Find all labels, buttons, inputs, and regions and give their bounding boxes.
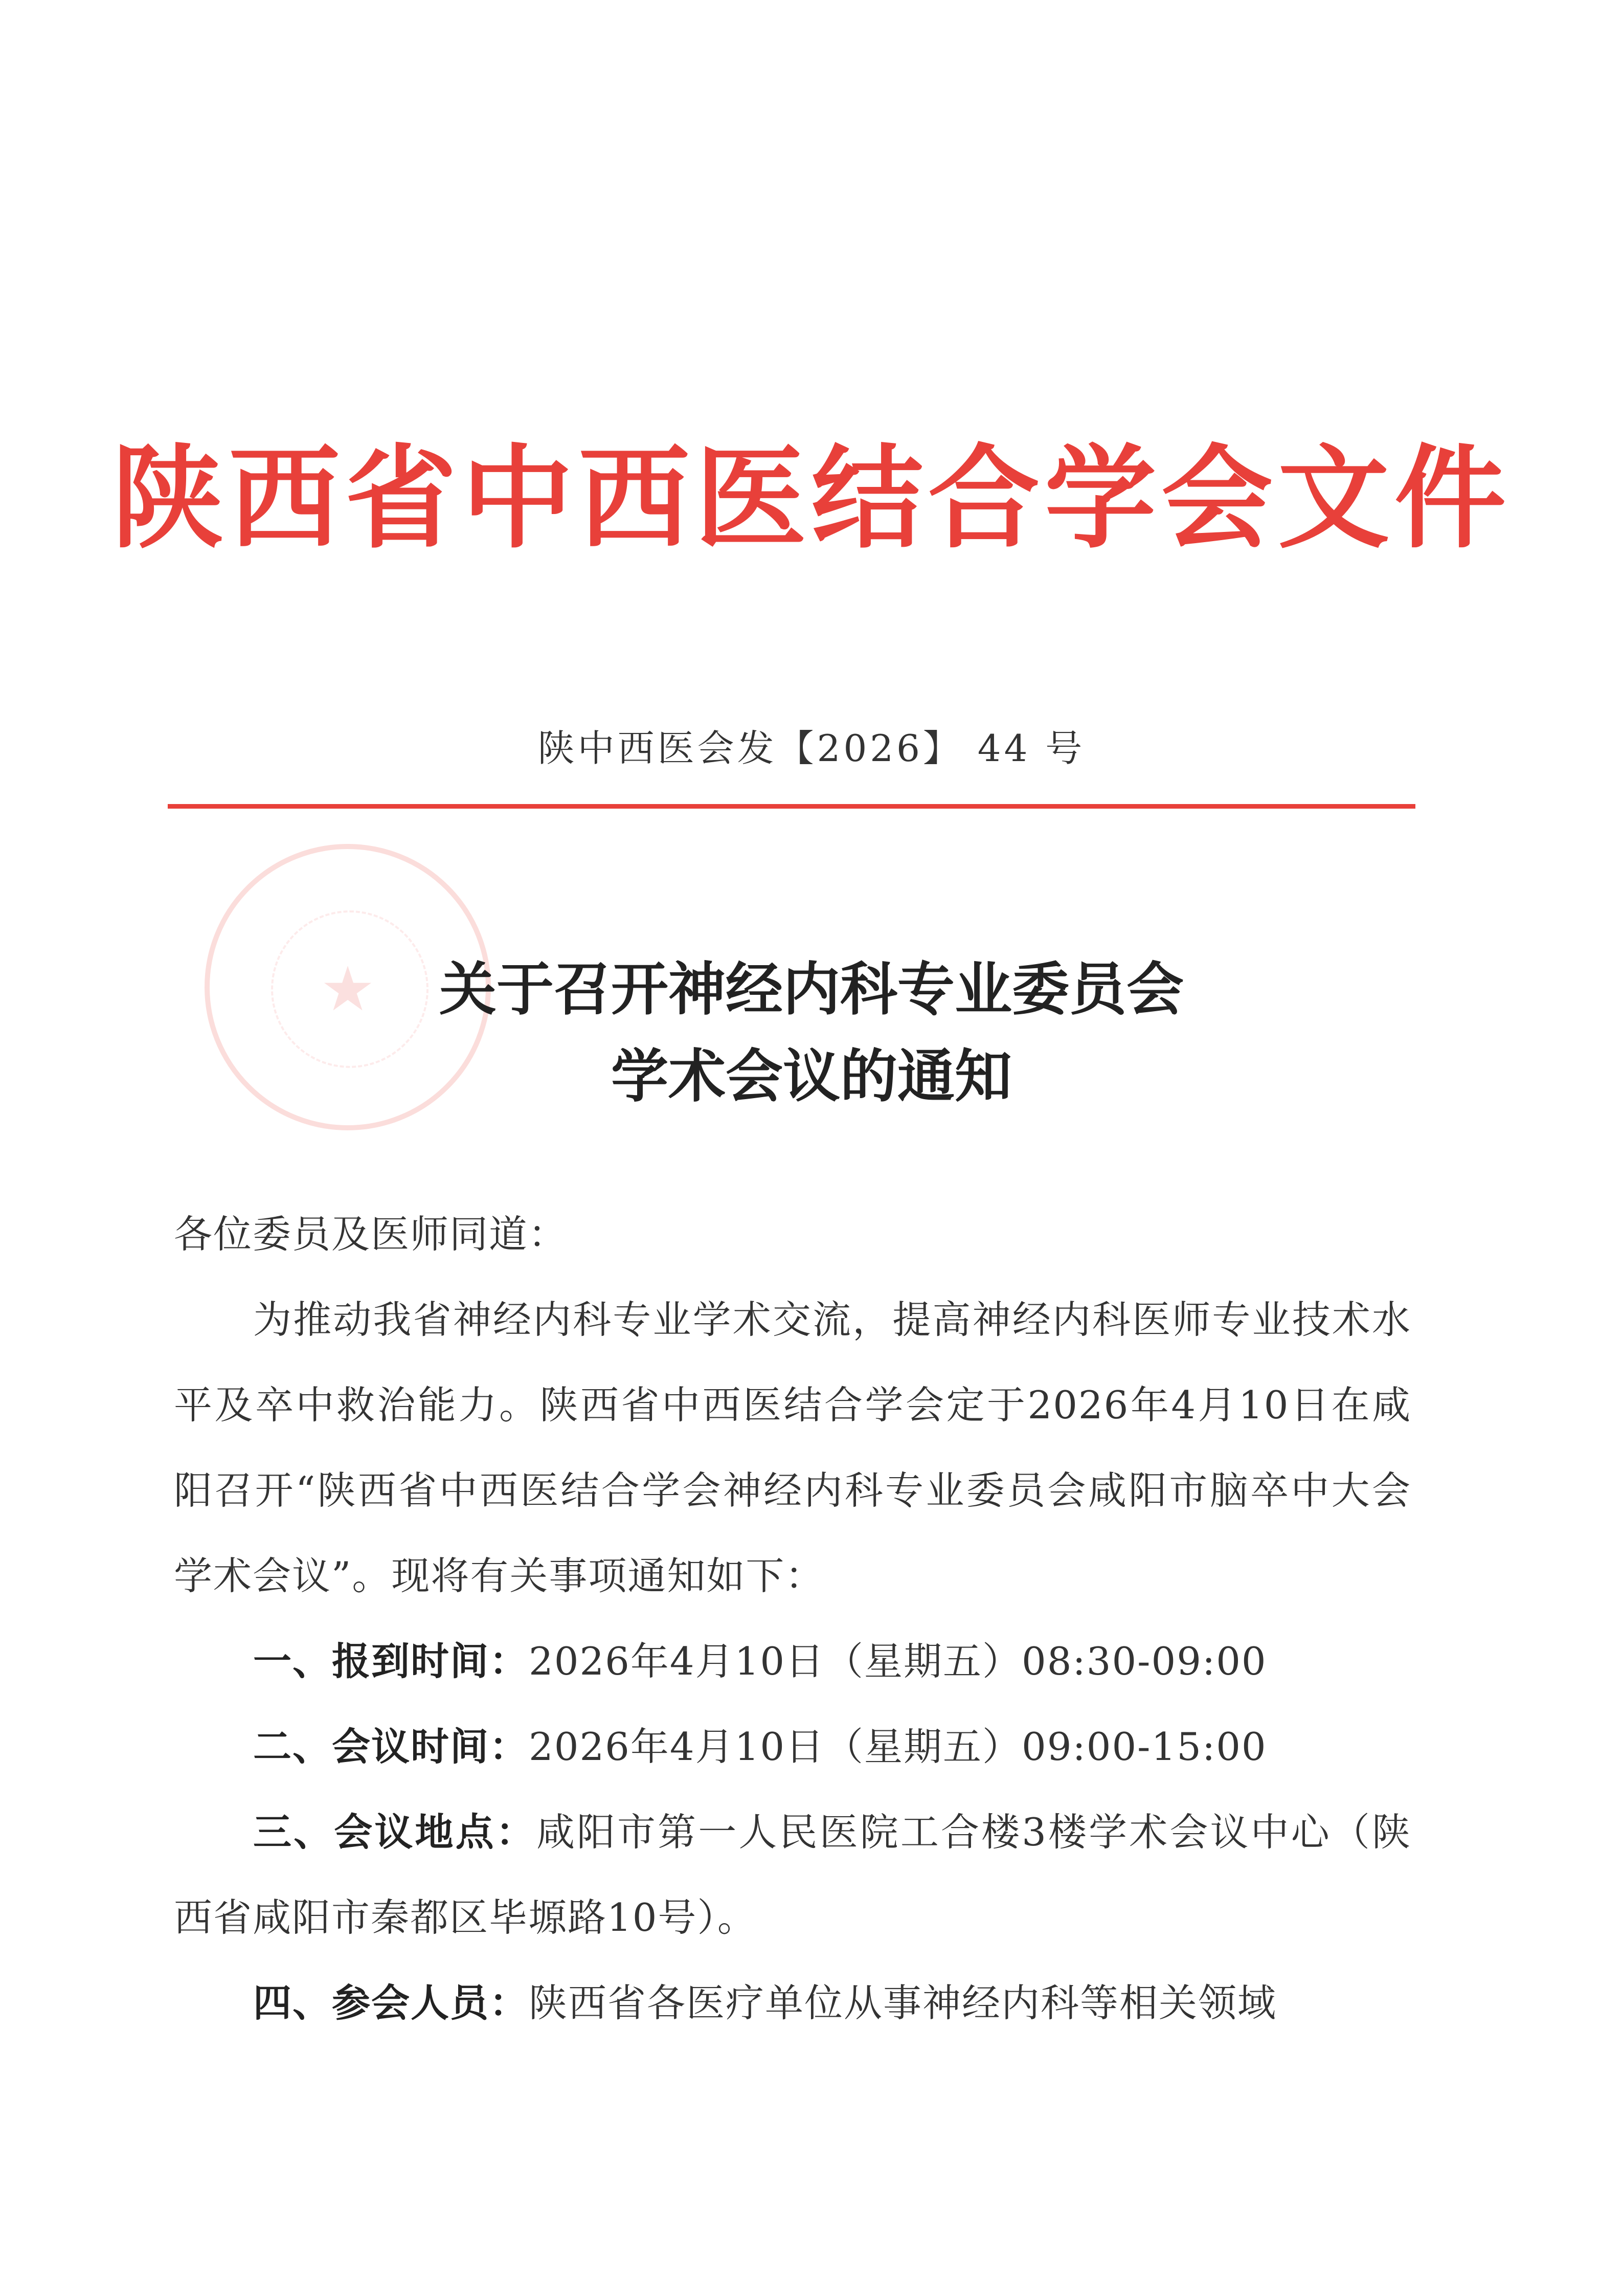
item-registration-time [174, 1619, 1411, 1704]
seal-star-icon: ★ [320, 954, 375, 1025]
masthead-title: 陕西省中西医结合学会文件 [112, 433, 1511, 564]
notice-body [174, 1192, 1411, 2046]
notice-title-line-1: 关于召开神经内科专业委员会 [439, 956, 1184, 1023]
item-label: 三、会议地点： [253, 1810, 536, 1855]
notice-title [0, 946, 1623, 1120]
notice-title-line-2: 学术会议的通知 [611, 1043, 1012, 1110]
salutation: 各位委员及医师同道： [174, 1212, 568, 1257]
item-label: 二、会议时间： [253, 1724, 529, 1769]
item-label: 四、参会人员： [253, 1980, 529, 2025]
item-meeting-location [174, 1790, 1411, 1960]
item-attendees [174, 1960, 1411, 2046]
item-meeting-time [174, 1704, 1411, 1790]
red-divider [168, 804, 1415, 809]
document-number: 陕中西医会发【2026】 44 号 [537, 727, 1086, 770]
item-text: 咸阳市第一人民医院工合楼3楼学术会议中心（陕西省咸阳市秦都区毕塬路10号）。 [174, 1810, 1411, 1940]
item-text: 2026年4月10日（星期五）09:00-15:00 [529, 1724, 1267, 1769]
item-text: 2026年4月10日（星期五）08:30-09:00 [529, 1639, 1267, 1684]
item-label: 一、报到时间： [253, 1639, 529, 1684]
item-text: 陕西省各医疗单位从事神经内科等相关领域 [529, 1980, 1277, 2025]
intro-paragraph: 为推动我省神经内科专业学术交流，提高神经内科医师专业技术水平及卒中救治能力。陕西省中西医结合学会定于2026年4月10日在咸阳召开“陕西省中西医结合学会神经内科专业委员会咸阳市脑卒中大会学术会议”。现将有关事项通知如下： [174, 1297, 1411, 1598]
